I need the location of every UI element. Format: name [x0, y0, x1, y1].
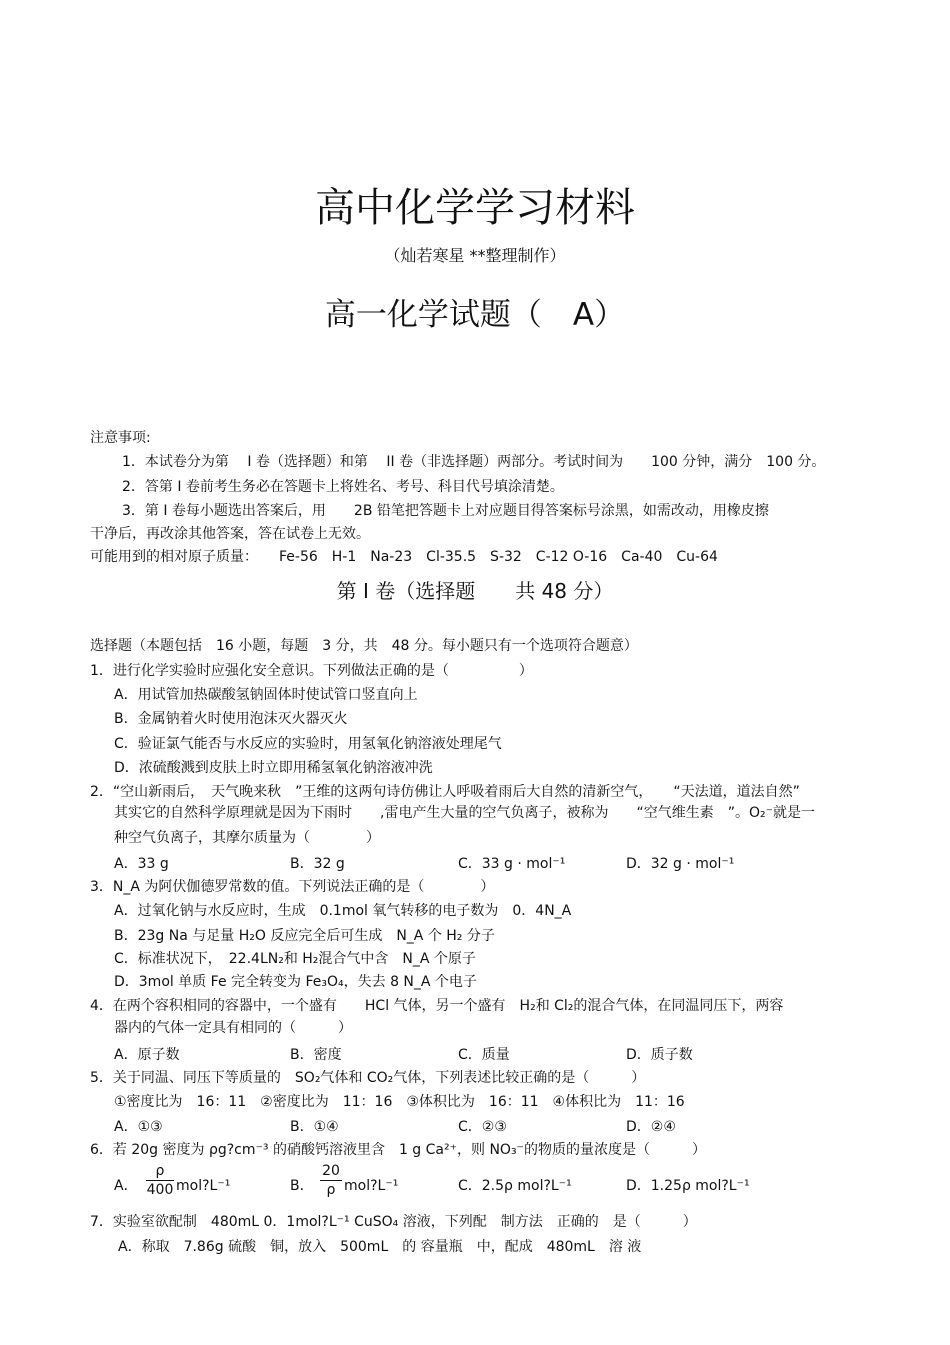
exam-title: 高一化学试题（ A）	[324, 297, 626, 333]
note-item-1: 1．本试卷分为第 I 卷（选择题）和第 II 卷（非选择题）两部分。考试时间为 100 分钟，满分 100 分。	[122, 454, 826, 470]
q2-option-d: D．32 g · mol⁻¹	[626, 856, 735, 872]
note-item-3-cont: 干净后，再改涂其他答案，答在试卷上无效。	[90, 526, 370, 542]
q6-option-b-numerator: 20	[322, 1163, 340, 1179]
fraction-bar	[146, 1180, 174, 1181]
q4-option-b: B．密度	[290, 1047, 342, 1063]
q2-stem-line3: 种空气负离子，其摩尔质量为（ ）	[114, 830, 380, 846]
section-title: 第 I 卷（选择题 共 48 分）	[336, 579, 614, 603]
q4-option-c: C．质量	[458, 1047, 510, 1063]
subtitle: （灿若寒星 **整理制作）	[384, 246, 566, 265]
q1-option-d: D．浓硫酸溅到皮肤上时立即用稀氢氧化钠溶液冲洗	[114, 760, 433, 776]
q6-option-b-unit: mol?L⁻¹	[344, 1178, 399, 1194]
q7-option-a: A．称取 7.86g 硫酸 铜，放入 500mL 的 容量瓶 中，配成 480mL 溶 液	[118, 1239, 642, 1255]
q6-option-a-unit: mol?L⁻¹	[176, 1178, 231, 1194]
q2-option-a: A．33 g	[114, 856, 169, 872]
section-intro: 选择题（本题包括 16 小题，每题 3 分，共 48 分。每小题只有一个选项符合题意）	[90, 638, 638, 654]
notes-heading: 注意事项:	[90, 430, 151, 446]
q2-option-c: C．33 g · mol⁻¹	[458, 856, 566, 872]
note-item-3: 3．第 I 卷每小题选出答案后，用 2B 铅笔把答题卡上对应题目得答案标号涂黑，如需改动，用橡皮擦	[122, 503, 769, 519]
q6-option-a-numerator: ρ	[155, 1163, 165, 1179]
q2-stem-line1: 2．“空山新雨后， 天气晚来秋 ”王维的这两句诗仿佛让人呼吸着雨后大自然的清新空气， “天法道，道法自然”	[90, 784, 800, 800]
q5-option-b: B．①④	[290, 1119, 339, 1135]
atomic-masses: 可能用到的相对原子质量： Fe-56 H-1 Na-23 Cl-35.5 S-32 C-12 O-16 Ca-40 Cu-64	[90, 549, 718, 565]
q4-stem-line1: 4．在两个容积相同的容器中，一个盛有 HCl 气体，另一个盛有 H₂和 Cl₂的混合气体，在同温同压下，两容	[90, 998, 784, 1014]
q1-stem: 1．进行化学实验时应强化安全意识。下列做法正确的是（ ）	[90, 663, 533, 679]
q1-option-b: B．金属钠着火时使用泡沫灭火器灭火	[114, 711, 348, 727]
q5-option-a: A．①③	[114, 1119, 163, 1135]
fraction-bar	[320, 1180, 342, 1181]
q6-option-a-fraction	[146, 1163, 174, 1198]
q6-option-a-label: A．	[114, 1178, 138, 1194]
q6-option-b-label: B．	[290, 1178, 314, 1194]
q6-stem: 6．若 20g 密度为 ρg?cm⁻³ 的硝酸钙溶液里含 1 g Ca²⁺，则 NO₃⁻的物质的量浓度是（ ）	[90, 1142, 706, 1158]
q1-option-a: A．用试管加热碳酸氢钠固体时使试管口竖直向上	[114, 687, 418, 703]
q3-option-b: B．23g Na 与足量 H₂O 反应完全后可生成 N_A 个 H₂ 分子	[114, 928, 495, 944]
q6-option-d: D．1.25ρ mol?L⁻¹	[626, 1178, 750, 1194]
q3-stem: 3．N_A 为阿伏伽德罗常数的值。下列说法正确的是（ ）	[90, 879, 495, 895]
main-title: 高中化学学习材料	[315, 185, 635, 231]
note-item-2: 2．答第 I 卷前考生务必在答题卡上将姓名、考号、科目代号填涂清楚。	[122, 479, 564, 495]
q7-stem: 7．实验室欲配制 480mL 0．1mol?L⁻¹ CuSO₄ 溶液，下列配 制方法 正确的 是（ ）	[90, 1214, 697, 1230]
q3-option-a: A．过氧化钠与水反应时，生成 0.1mol 氧气转移的电子数为 0．4N_A	[114, 903, 572, 919]
q5-option-d: D．②④	[626, 1119, 676, 1135]
q6-option-b-denominator: ρ	[326, 1182, 336, 1198]
q3-option-d: D．3mol 单质 Fe 完全转变为 Fe₃O₄，失去 8 N_A 个电子	[114, 974, 477, 990]
q4-stem-line2: 器内的气体一定具有相同的（ ）	[114, 1020, 352, 1036]
q4-option-a: A．原子数	[114, 1047, 180, 1063]
q1-option-c: C．验证氯气能否与水反应的实验时，用氢氧化钠溶液处理尾气	[114, 736, 502, 752]
q4-option-d: D．质子数	[626, 1047, 693, 1063]
q2-option-b: B．32 g	[290, 856, 345, 872]
q2-stem-line2: 其实它的自然科学原理就是因为下雨时 ,雷电产生大量的空气负离子，被称为 “空气维生素 ”。O₂⁻就是一	[114, 805, 815, 821]
q5-stem: 5．关于同温、同压下等质量的 SO₂气体和 CO₂气体，下列表述比较正确的是（ ）	[90, 1070, 646, 1086]
q3-option-c: C．标准状况下， 22.4LN₂和 H₂混合气中含 N_A 个原子	[114, 951, 476, 967]
q6-option-b-fraction	[320, 1163, 342, 1198]
q5-option-c: C．②③	[458, 1119, 507, 1135]
q6-option-a-denominator: 400	[146, 1182, 174, 1198]
q5-statement-list: ①密度比为 16：11 ②密度比为 11：16 ③体积比为 16：11 ④体积比为 11：16	[114, 1094, 685, 1110]
q6-option-c: C．2.5ρ mol?L⁻¹	[458, 1178, 572, 1194]
